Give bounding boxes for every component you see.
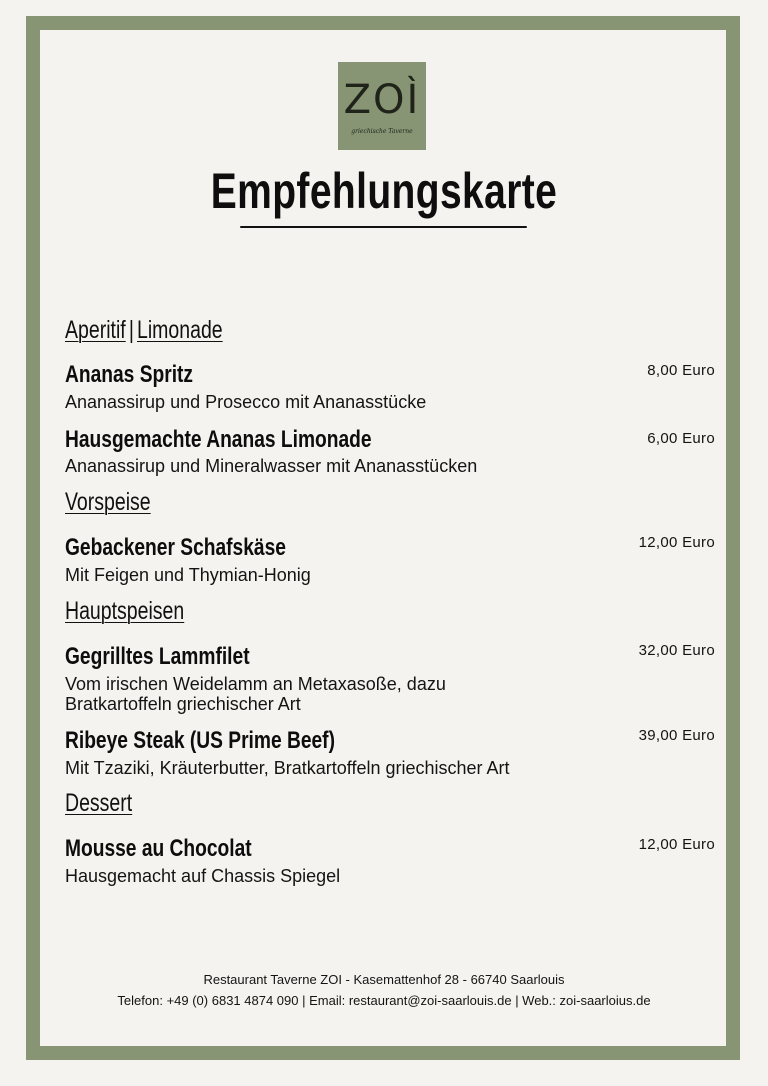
section-heading-vorspeise: Vorspeise [65, 488, 151, 516]
menu-item-description: Mit Tzaziki, Kräuterbutter, Bratkartoffeln griechischer Art [65, 758, 510, 778]
menu-item-name: Gegrilltes Lammfilet [65, 643, 250, 670]
section-separator: | [128, 316, 134, 344]
menu-item-price: 32,00 Euro [638, 642, 715, 659]
menu-item-price: 12,00 Euro [638, 534, 715, 551]
restaurant-logo [338, 62, 426, 150]
section-label: Aperitif [65, 316, 126, 344]
section-heading-aperitif [65, 316, 223, 345]
title-underline [240, 226, 527, 228]
logo-text: ZOÌ [343, 77, 421, 123]
page-title: Empfehlungskarte [210, 163, 558, 219]
menu-item-description: Mit Feigen und Thymian-Honig [65, 565, 311, 585]
section-heading-dessert: Dessert [65, 789, 133, 817]
footer-contact: Telefon: +49 (0) 6831 4874 090 | Email: restaurant@zoi-saarlouis.de | Web.: zoi-saarloius.de [117, 993, 651, 1008]
menu-item-price: 8,00 Euro [647, 362, 715, 379]
menu-item-description: Vom irischen Weidelamm an Metaxasoße, dazu Bratkartoffeln griechischer Art [65, 674, 446, 714]
menu-item-name: Hausgemachte Ananas Limonade [65, 426, 372, 453]
menu-item-name: Ribeye Steak (US Prime Beef) [65, 727, 335, 754]
menu-item-description: Ananassirup und Mineralwasser mit Ananasstücken [65, 456, 478, 476]
footer-address: Restaurant Taverne ZOI - Kasemattenhof 28 - 66740 Saarlouis [203, 972, 565, 987]
menu-item-description: Hausgemacht auf Chassis Spiegel [65, 866, 341, 886]
menu-item-price: 12,00 Euro [638, 836, 715, 853]
menu-item-description: Ananassirup und Prosecco mit Ananasstücke [65, 392, 427, 412]
section-label-2: Limonade [137, 316, 223, 344]
menu-item-price: 6,00 Euro [647, 430, 715, 447]
logo-subtitle: griechische Taverne [351, 128, 413, 135]
menu-item-name: Ananas Spritz [65, 361, 194, 388]
menu-item-name: Gebackener Schafskäse [65, 534, 286, 561]
menu-item-price: 39,00 Euro [638, 727, 715, 744]
section-heading-hauptspeisen: Hauptspeisen [65, 597, 185, 625]
menu-item-name: Mousse au Chocolat [65, 835, 252, 862]
